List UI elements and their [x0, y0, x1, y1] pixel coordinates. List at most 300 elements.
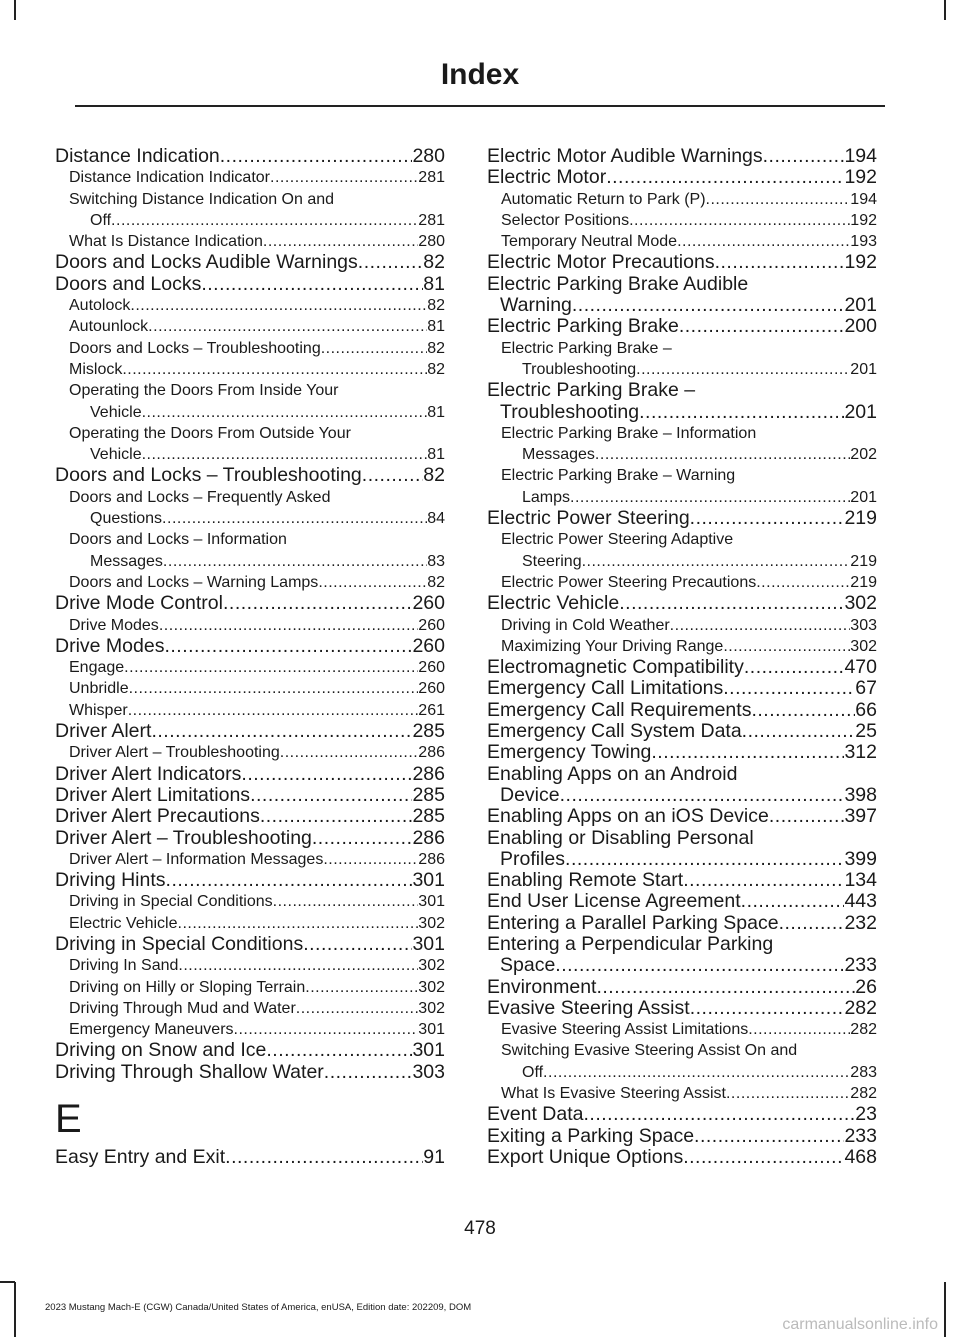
- entry-line: [487, 274, 877, 295]
- entry-line: [55, 785, 445, 806]
- page-reference: 233: [844, 1124, 877, 1147]
- page-reference: 67: [855, 677, 877, 700]
- page-reference: 219: [850, 573, 877, 591]
- page-reference: 82: [423, 251, 445, 274]
- entry-line: [55, 955, 445, 976]
- index-subentry[interactable]: [55, 615, 445, 636]
- page-reference: 260: [412, 592, 445, 615]
- entry-line: [487, 295, 877, 316]
- index-column-left: [55, 146, 445, 1168]
- entry-text: Operating the Doors From Inside Your: [69, 382, 339, 400]
- page-reference: 282: [850, 1021, 877, 1039]
- entry-line: [487, 870, 877, 891]
- dot-leader: [565, 849, 844, 870]
- entry-text: Emergency Call System Data: [487, 720, 742, 743]
- page-reference: 301: [418, 1021, 445, 1039]
- page-reference: 286: [412, 762, 445, 785]
- page-reference: 219: [850, 552, 877, 570]
- entry-line: [487, 657, 877, 678]
- index-entry[interactable]: [487, 252, 877, 273]
- entry-line: [55, 189, 445, 210]
- entry-line: [487, 678, 877, 699]
- index-subentry[interactable]: [487, 572, 877, 593]
- entry-line: [55, 977, 445, 998]
- index-entry[interactable]: [55, 274, 445, 295]
- dot-leader: [129, 678, 419, 699]
- dot-leader: [723, 678, 855, 699]
- index-entry[interactable]: [55, 1147, 445, 1168]
- entry-line: [55, 870, 445, 891]
- dot-leader: [266, 1040, 412, 1061]
- index-subentry[interactable]: [487, 465, 877, 508]
- entry-text: Driver Alert – Information Messages: [69, 850, 324, 868]
- dot-leader: [323, 849, 418, 870]
- index-subentry[interactable]: [55, 167, 445, 188]
- page-reference: 82: [427, 339, 445, 357]
- index-entry[interactable]: [487, 1126, 877, 1147]
- page-reference: 202: [850, 446, 877, 464]
- entry-line: [487, 1147, 877, 1168]
- index-entry[interactable]: [487, 891, 877, 912]
- entry-line: [55, 487, 445, 508]
- index-entry[interactable]: [487, 934, 877, 977]
- index-entry[interactable]: [487, 678, 877, 699]
- index-subentry[interactable]: [487, 1019, 877, 1040]
- entry-text: Warning: [500, 294, 572, 317]
- index-entry[interactable]: [487, 977, 877, 998]
- index-entry[interactable]: [487, 1147, 877, 1168]
- entry-text: Entering a Perpendicular Parking: [487, 932, 774, 955]
- index-subentry[interactable]: [487, 423, 877, 466]
- page-reference: 81: [427, 446, 445, 464]
- entry-line: [55, 764, 445, 785]
- index-subentry[interactable]: [55, 338, 445, 359]
- dot-leader: [128, 700, 419, 721]
- entry-text: Drive Modes: [69, 616, 159, 634]
- index-subentry[interactable]: [55, 742, 445, 763]
- index-subentry[interactable]: [55, 657, 445, 678]
- entry-text: Driver Alert Limitations: [55, 783, 251, 806]
- index-entry[interactable]: [487, 508, 877, 529]
- index-entry[interactable]: [487, 316, 877, 337]
- dot-leader: [201, 274, 423, 295]
- index-subentry[interactable]: [55, 359, 445, 380]
- index-entry[interactable]: [487, 146, 877, 167]
- page-reference: 397: [844, 805, 877, 828]
- index-subentry[interactable]: [487, 529, 877, 572]
- entry-line: [55, 444, 445, 465]
- entry-line: [55, 806, 445, 827]
- dot-leader: [742, 721, 856, 742]
- entry-text: Electric Motor: [487, 166, 607, 189]
- entry-line: [487, 252, 877, 273]
- entry-line: [487, 700, 877, 721]
- crop-mark: [14, 0, 16, 20]
- page-reference: 301: [412, 869, 445, 892]
- page-reference: 23: [855, 1103, 877, 1126]
- entry-line: [487, 977, 877, 998]
- entry-line: [487, 721, 877, 742]
- index-entry[interactable]: [55, 1062, 445, 1083]
- page-reference: 281: [418, 211, 445, 229]
- dot-leader: [124, 657, 418, 678]
- dot-leader: [769, 806, 845, 827]
- entry-line: [55, 210, 445, 231]
- entry-line: [55, 1019, 445, 1040]
- entry-text: Vehicle: [90, 403, 142, 421]
- edition-footer: 2023 Mustang Mach-E (CGW) Canada/United States of America, enUSA, Edition date: 202209, DOM: [45, 1302, 472, 1313]
- entry-text: Off: [522, 1063, 544, 1081]
- dot-leader: [162, 508, 427, 529]
- dot-leader: [751, 700, 855, 721]
- dot-leader: [560, 785, 845, 806]
- dot-leader: [273, 891, 419, 912]
- entry-line: [55, 657, 445, 678]
- page-reference: 398: [844, 783, 877, 806]
- entry-text: Electric Power Steering: [487, 507, 690, 530]
- page-reference: 281: [418, 169, 445, 187]
- entry-text: Driver Alert – Troubleshooting: [69, 744, 280, 762]
- dot-leader: [225, 1147, 423, 1168]
- index-entry[interactable]: [487, 806, 877, 827]
- entry-text: Whisper: [69, 701, 128, 719]
- index-subentry[interactable]: [55, 189, 445, 232]
- entry-text: Doors and Locks: [55, 272, 202, 295]
- page-reference: 301: [412, 932, 445, 955]
- entry-line: [487, 189, 877, 210]
- dot-leader: [748, 1019, 850, 1040]
- index-entry[interactable]: [55, 593, 445, 614]
- entry-line: [487, 167, 877, 188]
- index-subentry[interactable]: [55, 913, 445, 934]
- entry-line: [55, 423, 445, 444]
- entry-line: [487, 806, 877, 827]
- entry-text: Doors and Locks – Frequently Asked: [69, 488, 331, 506]
- entry-line: [487, 529, 877, 550]
- page-reference: 301: [418, 893, 445, 911]
- index-entry[interactable]: [55, 146, 445, 167]
- index-entry[interactable]: [55, 764, 445, 785]
- entry-line: [55, 678, 445, 699]
- index-entry[interactable]: [487, 998, 877, 1019]
- dot-leader: [683, 870, 844, 891]
- index-entry[interactable]: [487, 870, 877, 891]
- entry-line: [487, 338, 877, 359]
- page-reference: 286: [412, 826, 445, 849]
- entry-text: Enabling Remote Start: [487, 869, 684, 892]
- entry-text: Switching Distance Indication On and: [69, 190, 335, 208]
- index-subentry[interactable]: [55, 955, 445, 976]
- dot-leader: [636, 359, 850, 380]
- entry-line: [55, 593, 445, 614]
- index-entry[interactable]: [55, 828, 445, 849]
- dot-leader: [148, 316, 427, 337]
- index-subentry[interactable]: [487, 231, 877, 252]
- dot-leader: [756, 572, 850, 593]
- entry-text: Electric Vehicle: [487, 592, 620, 615]
- index-subentry[interactable]: [55, 1019, 445, 1040]
- index-subentry[interactable]: [55, 977, 445, 998]
- dot-leader: [220, 146, 413, 167]
- dot-leader: [543, 1062, 850, 1083]
- dot-leader: [151, 721, 412, 742]
- entry-line: [487, 998, 877, 1019]
- index-subentry[interactable]: [487, 1040, 877, 1083]
- entry-line: [487, 572, 877, 593]
- entry-text: Driving Hints: [55, 869, 166, 892]
- entry-text: What Is Evasive Steering Assist: [501, 1085, 726, 1103]
- entry-text: Driving In Sand: [69, 957, 179, 975]
- page-reference: 232: [844, 911, 877, 934]
- page-reference: 66: [855, 698, 877, 721]
- entry-text: Driving on Hilly or Sloping Terrain: [69, 978, 306, 996]
- dot-leader: [318, 572, 427, 593]
- entry-line: [487, 636, 877, 657]
- entry-text: Export Unique Options: [487, 1145, 684, 1168]
- index-subentry[interactable]: [487, 338, 877, 381]
- dot-leader: [303, 934, 412, 955]
- index-entry[interactable]: [55, 465, 445, 486]
- dot-leader: [690, 508, 845, 529]
- entry-text: Doors and Locks Audible Warnings: [55, 251, 358, 274]
- entry-text: Doors and Locks – Troubleshooting: [55, 464, 362, 487]
- entry-line: [487, 593, 877, 614]
- entry-text: Distance Indication Indicator: [69, 169, 270, 187]
- entry-line: [55, 551, 445, 572]
- entry-line: [487, 508, 877, 529]
- index-subentry[interactable]: [55, 231, 445, 252]
- page-reference: 302: [844, 592, 877, 615]
- index-entry[interactable]: [55, 636, 445, 657]
- entry-text: Evasive Steering Assist: [487, 996, 690, 1019]
- entry-text: Device: [500, 783, 560, 806]
- index-entry[interactable]: [487, 828, 877, 871]
- entry-line: [487, 1126, 877, 1147]
- page-reference: 81: [427, 403, 445, 421]
- page-reference: 201: [850, 488, 877, 506]
- entry-line: [487, 1062, 877, 1083]
- dot-leader: [779, 913, 845, 934]
- page-reference: 260: [418, 680, 445, 698]
- dot-leader: [159, 615, 418, 636]
- entry-line: [487, 316, 877, 337]
- index-entry[interactable]: [487, 380, 877, 423]
- entry-text: Easy Entry and Exit: [55, 1146, 226, 1169]
- index-entry[interactable]: [487, 274, 877, 317]
- index-subentry[interactable]: [55, 380, 445, 423]
- index-entry[interactable]: [487, 742, 877, 763]
- index-subentry[interactable]: [55, 423, 445, 466]
- page-reference: 303: [850, 616, 877, 634]
- index-subentry[interactable]: [55, 487, 445, 530]
- page-reference: 84: [427, 510, 445, 528]
- page-reference: 285: [412, 783, 445, 806]
- index-entry[interactable]: [55, 721, 445, 742]
- dot-leader: [677, 231, 850, 252]
- entry-line: [55, 700, 445, 721]
- dot-leader: [142, 444, 428, 465]
- page-reference: 82: [423, 464, 445, 487]
- entry-line: [55, 1062, 445, 1083]
- entry-text: Electric Motor Audible Warnings: [487, 145, 763, 167]
- index-subentry[interactable]: [55, 891, 445, 912]
- entry-text: Unbridle: [69, 680, 129, 698]
- page-reference: 194: [844, 145, 877, 167]
- entry-text: Enabling Apps on an iOS Device: [487, 805, 769, 828]
- dot-leader: [670, 615, 851, 636]
- index-subentry[interactable]: [55, 678, 445, 699]
- page-reference: 260: [418, 616, 445, 634]
- page-reference: 193: [850, 233, 877, 251]
- entry-line: [487, 146, 877, 167]
- entry-text: Electric Parking Brake –: [487, 379, 696, 402]
- entry-line: [55, 998, 445, 1019]
- dot-leader: [324, 1062, 413, 1083]
- entry-text: Driving in Special Conditions: [69, 893, 273, 911]
- entry-line: [487, 913, 877, 934]
- index-entry[interactable]: [55, 785, 445, 806]
- entry-line: [487, 1083, 877, 1104]
- dot-leader: [651, 742, 844, 763]
- index-entry[interactable]: [487, 657, 877, 678]
- section-letter: E: [55, 1097, 82, 1142]
- dot-leader: [694, 1126, 844, 1147]
- dot-leader: [305, 977, 418, 998]
- entry-line: [55, 572, 445, 593]
- page-reference: 261: [418, 701, 445, 719]
- entry-line: [55, 934, 445, 955]
- index-subentry[interactable]: [487, 189, 877, 210]
- index-entry[interactable]: [487, 764, 877, 807]
- entry-line: [55, 742, 445, 763]
- dot-leader: [690, 998, 845, 1019]
- entry-line: [487, 465, 877, 486]
- index-subentry[interactable]: [487, 615, 877, 636]
- index-entry[interactable]: [487, 721, 877, 742]
- page-reference: 303: [412, 1060, 445, 1083]
- entry-text: Lamps: [522, 488, 571, 506]
- index-subentry[interactable]: [55, 700, 445, 721]
- entry-line: [55, 380, 445, 401]
- page-reference: 201: [844, 400, 877, 423]
- entry-line: [487, 444, 877, 465]
- page-reference: 201: [850, 360, 877, 378]
- dot-leader: [280, 742, 419, 763]
- entry-text: Space: [500, 954, 556, 977]
- dot-leader: [726, 1083, 850, 1104]
- page-reference: 82: [427, 573, 445, 591]
- dot-leader: [619, 593, 844, 614]
- index-subentry[interactable]: [487, 1083, 877, 1104]
- index-subentry[interactable]: [487, 636, 877, 657]
- dot-leader: [741, 891, 845, 912]
- entry-text: Enabling or Disabling Personal: [487, 826, 754, 849]
- entry-text: Evasive Steering Assist Limitations: [501, 1021, 749, 1039]
- entry-text: Electric Parking Brake Audible: [487, 272, 749, 295]
- entry-text: Driving on Snow and Ice: [55, 1039, 267, 1062]
- entry-text: Electric Power Steering Precautions: [501, 573, 757, 591]
- dot-leader: [122, 359, 427, 380]
- entry-text: Messages: [522, 446, 595, 464]
- entry-text: Automatic Return to Park (P): [501, 190, 706, 208]
- entry-line: [55, 615, 445, 636]
- page-reference: 91: [423, 1146, 445, 1169]
- index-subentry[interactable]: [487, 210, 877, 231]
- index-entry[interactable]: [55, 934, 445, 955]
- index-subentry[interactable]: [55, 849, 445, 870]
- index-entry[interactable]: [487, 1104, 877, 1125]
- page-reference: 280: [418, 233, 445, 251]
- entry-text: Environment: [487, 975, 597, 998]
- page-reference: 25: [855, 720, 877, 743]
- entry-text: Event Data: [487, 1103, 584, 1126]
- index-entry[interactable]: [487, 167, 877, 188]
- page-reference: 302: [418, 914, 445, 932]
- dot-leader: [142, 402, 428, 423]
- entry-text: Electric Parking Brake – Warning: [501, 467, 736, 485]
- page-reference: 302: [418, 978, 445, 996]
- index-entry[interactable]: [55, 252, 445, 273]
- dot-leader: [223, 593, 412, 614]
- entry-line: [55, 1147, 445, 1168]
- index-subentry[interactable]: [55, 572, 445, 593]
- entry-text: What Is Distance Indication: [69, 233, 263, 251]
- index-entry[interactable]: [55, 1040, 445, 1061]
- page-reference: 200: [844, 315, 877, 338]
- entry-line: [55, 231, 445, 252]
- dot-leader: [164, 636, 412, 657]
- entry-text: Exiting a Parking Space: [487, 1124, 695, 1147]
- dot-leader: [312, 828, 413, 849]
- entry-text: Vehicle: [90, 446, 142, 464]
- index-subentry[interactable]: [55, 295, 445, 316]
- dot-leader: [763, 146, 845, 167]
- dot-leader: [639, 402, 844, 423]
- entry-text: Questions: [90, 510, 163, 528]
- entry-text: Troubleshooting: [500, 400, 640, 423]
- page-number: 478: [464, 1218, 496, 1239]
- index-entry[interactable]: [487, 913, 877, 934]
- entry-text: Electric Vehicle: [69, 914, 178, 932]
- dot-leader: [679, 316, 845, 337]
- entry-line: [55, 338, 445, 359]
- entry-text: Driving in Cold Weather: [501, 616, 670, 634]
- index-entry[interactable]: [55, 870, 445, 891]
- entry-line: [55, 828, 445, 849]
- entry-text: Driver Alert Indicators: [55, 762, 242, 785]
- page-reference: 201: [844, 294, 877, 317]
- entry-line: [487, 955, 877, 976]
- index-subentry[interactable]: [55, 529, 445, 572]
- entry-text: Autounlock: [69, 318, 149, 336]
- entry-text: Electromagnetic Compatibility: [487, 656, 744, 679]
- entry-text: End User License Agreement: [487, 890, 741, 913]
- index-subentry[interactable]: [55, 316, 445, 337]
- index-subentry[interactable]: [55, 998, 445, 1019]
- page-reference: 219: [844, 507, 877, 530]
- index-entry[interactable]: [55, 806, 445, 827]
- entry-line: [55, 252, 445, 273]
- dot-leader: [296, 998, 419, 1019]
- index-entry[interactable]: [487, 593, 877, 614]
- page-reference: 285: [412, 805, 445, 828]
- page-reference: 83: [427, 552, 445, 570]
- dot-leader: [270, 167, 418, 188]
- page-reference: 286: [418, 850, 445, 868]
- entry-text: Doors and Locks – Troubleshooting: [69, 339, 321, 357]
- index-entry[interactable]: [487, 700, 877, 721]
- dot-leader: [321, 338, 427, 359]
